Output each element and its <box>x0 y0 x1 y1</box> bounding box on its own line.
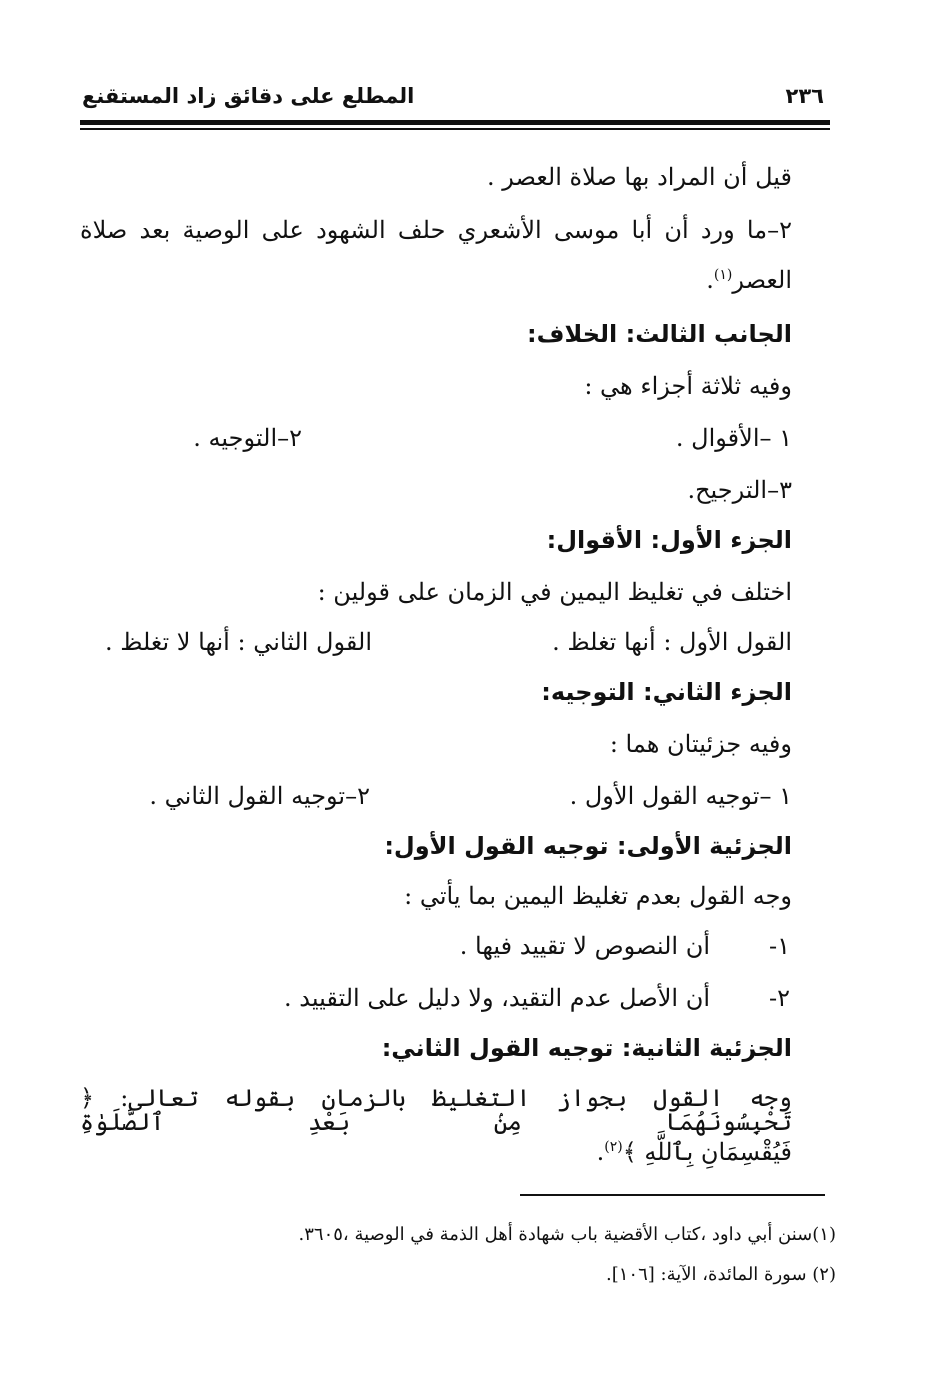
footnote-separator <box>520 1194 825 1196</box>
body-line-13-end: . <box>596 1138 605 1166</box>
body-line-1: قيل أن المراد بها صلاة العصر . <box>487 163 792 191</box>
body-line-7: اختلف في تغليظ اليمين في الزمان على قولين : <box>317 578 792 606</box>
footnote-ref-2: (٢) <box>604 1139 623 1155</box>
heading-subpart-one: الجزئية الأولى: توجيه القول الأول: <box>384 832 792 860</box>
heading-part-two: الجزء الثاني: التوجيه: <box>541 678 792 706</box>
enum-text-1: أن النصوص لا تقييد فيها . <box>459 932 710 960</box>
list-item-preference: ٣–الترجيح. <box>687 476 792 504</box>
body-line-3-end: . <box>706 266 714 294</box>
body-line-4: وفيه ثلاثة أجزاء هي : <box>584 372 792 400</box>
enum-number-2: ٢- <box>769 984 790 1012</box>
justify-first-item: ١ –توجيه القول الأول . <box>569 782 792 810</box>
section-heading-disagreement: الجانب الثالث: الخلاف: <box>527 320 792 348</box>
page-number: ٢٣٦ <box>785 84 824 108</box>
heading-subpart-two: الجزئية الثانية: توجيه القول الثاني: <box>381 1034 792 1062</box>
body-line-2: ٢–ما ورد أن أبا موسى الأشعري حلف الشهود على الوصية بعد صلاة <box>80 216 792 244</box>
quran-verse-end: فَيُقْسِمَانِ بِٱللَّهِ ﴾ <box>622 1138 792 1166</box>
header-rule-thick <box>80 120 830 125</box>
footnote-ref-1: (١) <box>713 267 733 283</box>
running-head <box>82 84 828 124</box>
footnote-1: (١)سنن أبي داود ،كتاب الأقضية باب شهادة أهل الذمة في الوصية ،٣٦٠٥. <box>298 1224 836 1245</box>
body-line-11: وجه القول بعدم تغليظ اليمين بما يأتي : <box>404 882 792 910</box>
body-line-13 <box>597 1140 792 1164</box>
justify-second-item: ٢–توجيه القول الثاني . <box>149 782 370 810</box>
second-opinion: القول الثاني : أنها لا تغلظ . <box>104 628 372 656</box>
body-line-12: وجه القول بجواز التغليظ بالزمان بقوله تعالى: ﴿ تَحْبِسُونَهُمَا مِنۢ بَعْدِ ٱلصَّلَوٰةِ <box>80 1084 792 1136</box>
footnote-2: (٢) سورة المائدة، الآية: [١٠٦]. <box>606 1264 836 1285</box>
enum-number-1: ١- <box>769 932 790 960</box>
header-rule-thin <box>80 128 830 130</box>
body-line-3 <box>706 268 792 292</box>
first-opinion: القول الأول : أنها تغلظ . <box>552 628 792 656</box>
heading-part-one: الجزء الأول: الأقوال: <box>546 526 792 554</box>
body-line-9: وفيه جزئيتان هما : <box>609 730 792 758</box>
list-item-justification: ٢–التوجيه . <box>193 424 302 452</box>
running-title: المطلع على دقائق زاد المستقنع <box>82 84 415 108</box>
body-line-3-text: العصر <box>732 266 792 294</box>
enum-text-2: أن الأصل عدم التقيد، ولا دليل على التقييد . <box>284 984 710 1012</box>
list-item-opinions: ١ –الأقوال . <box>675 424 792 452</box>
